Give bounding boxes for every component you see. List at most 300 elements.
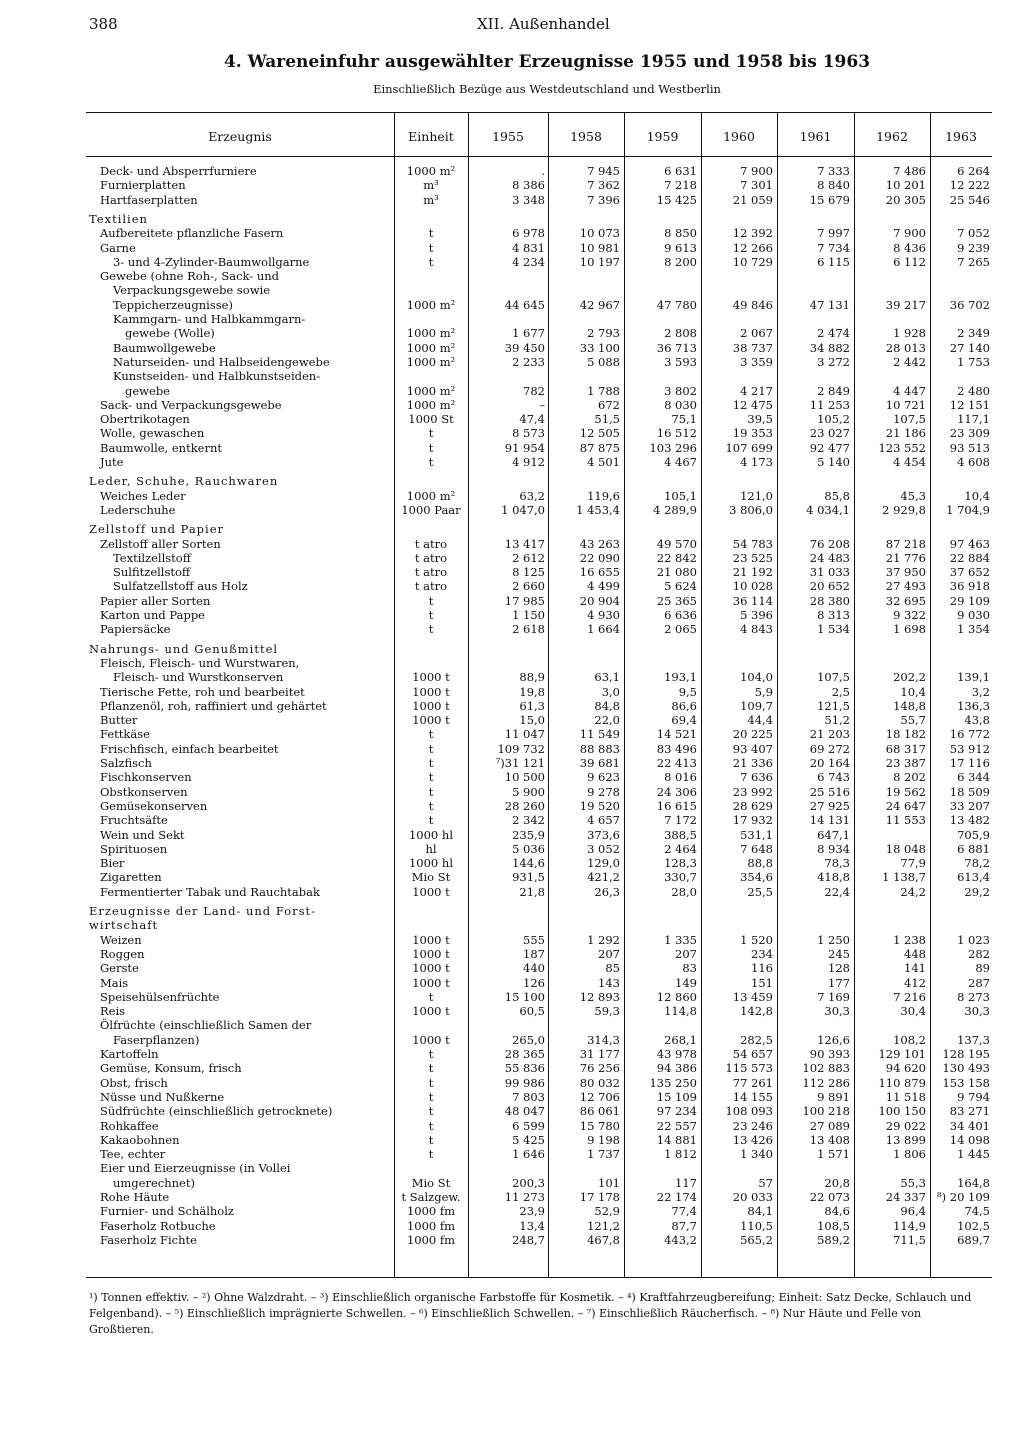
row-unit: 1000 t bbox=[412, 713, 450, 728]
row-value: 107,5 bbox=[893, 412, 926, 427]
row-value: 126 bbox=[523, 975, 545, 990]
row-value: 1 047,0 bbox=[501, 502, 545, 517]
header-bottom-rule bbox=[86, 156, 992, 157]
row-value: 137,3 bbox=[957, 1032, 990, 1047]
row-value: 555 bbox=[523, 932, 545, 947]
row-value: 16 512 bbox=[656, 426, 697, 441]
row-value: 13,4 bbox=[519, 1218, 545, 1233]
row-value: 43 978 bbox=[656, 1047, 697, 1061]
row-value: 88,8 bbox=[747, 856, 773, 871]
row-value: 2 480 bbox=[957, 383, 990, 398]
row-value: 52,9 bbox=[594, 1204, 620, 1219]
row-value: 7 997 bbox=[817, 226, 850, 241]
row-value: 80 032 bbox=[579, 1075, 620, 1090]
row-value: 2 929,8 bbox=[882, 502, 926, 517]
row-label: gewebe bbox=[125, 383, 170, 398]
row-label: Faserholz Fichte bbox=[100, 1232, 197, 1247]
row-value: 74,5 bbox=[964, 1204, 990, 1219]
row-value: 13 417 bbox=[504, 536, 545, 551]
row-value: 28 013 bbox=[885, 340, 926, 355]
row-value: 77,9 bbox=[900, 856, 926, 871]
section-heading: Textilien bbox=[89, 211, 148, 226]
row-value: 1 677 bbox=[512, 326, 545, 341]
row-value: 77 261 bbox=[732, 1075, 773, 1090]
row-value: 6 881 bbox=[957, 841, 990, 856]
row-value: 88 883 bbox=[579, 741, 620, 756]
row-value: 108,5 bbox=[817, 1218, 850, 1233]
row-value: 200,3 bbox=[512, 1175, 545, 1190]
row-value: 164,8 bbox=[957, 1175, 990, 1190]
row-value: 15 109 bbox=[656, 1089, 697, 1104]
row-value: 5 425 bbox=[512, 1132, 545, 1147]
row-unit: 1000 m² bbox=[406, 383, 456, 398]
row-value: 20 305 bbox=[885, 192, 926, 207]
row-value: 77,4 bbox=[671, 1204, 697, 1219]
row-unit: t bbox=[428, 1061, 434, 1076]
row-label: Fettkäse bbox=[100, 727, 150, 742]
row-value: 24 483 bbox=[809, 550, 850, 565]
row-label: Gewebe (ohne Roh-, Sack- und bbox=[100, 269, 279, 284]
row-value: 4 501 bbox=[587, 455, 620, 469]
row-value: 55,3 bbox=[900, 1175, 926, 1190]
row-value: 36 918 bbox=[949, 579, 990, 594]
row-value: 1 812 bbox=[664, 1147, 697, 1162]
row-value: 93 513 bbox=[949, 440, 990, 455]
row-unit: Mio St bbox=[411, 1175, 451, 1190]
row-value: 14 155 bbox=[732, 1089, 773, 1104]
row-unit: 1000 fm bbox=[406, 1204, 456, 1219]
row-value: 8 934 bbox=[817, 841, 850, 856]
row-value: 36 702 bbox=[949, 297, 990, 312]
row-value: 1 806 bbox=[893, 1147, 926, 1162]
row-value: 36 114 bbox=[732, 593, 773, 608]
row-value: 1 292 bbox=[587, 932, 620, 947]
row-label: umgerechnet) bbox=[113, 1175, 195, 1190]
row-unit: t bbox=[428, 784, 434, 799]
row-value: 4 831 bbox=[512, 240, 545, 255]
row-value: 11 553 bbox=[885, 813, 926, 828]
row-value: 47 131 bbox=[809, 297, 850, 312]
row-value: 33 100 bbox=[579, 340, 620, 355]
row-value: 931,5 bbox=[512, 870, 545, 885]
row-value: 87 875 bbox=[579, 440, 620, 455]
row-value: 6 631 bbox=[664, 164, 697, 178]
row-value: 13 408 bbox=[809, 1132, 850, 1147]
row-value: 130 493 bbox=[942, 1061, 990, 1076]
row-value: 47 780 bbox=[656, 297, 697, 312]
row-value: 8 125 bbox=[512, 565, 545, 580]
row-label: Salzfisch bbox=[100, 756, 152, 770]
row-unit: t atro bbox=[414, 579, 448, 594]
row-value: 129,0 bbox=[587, 856, 620, 871]
row-value: 16 772 bbox=[949, 727, 990, 742]
table-subtitle: Einschließlich Bezüge aus Westdeutschland und Westberlin bbox=[373, 82, 721, 96]
row-unit: 1000 m² bbox=[406, 397, 456, 412]
row-value: 7 636 bbox=[740, 770, 773, 785]
row-value: 12 151 bbox=[949, 397, 990, 412]
row-value: 10,4 bbox=[900, 684, 926, 699]
row-label: Jute bbox=[100, 455, 124, 469]
row-unit: t bbox=[428, 1075, 434, 1090]
row-value: 10 197 bbox=[579, 254, 620, 269]
row-value: 63,2 bbox=[519, 488, 545, 503]
row-value: 7 333 bbox=[817, 164, 850, 178]
row-value: 60,5 bbox=[519, 1004, 545, 1019]
row-value: 110 879 bbox=[878, 1075, 926, 1090]
row-label: Obst, frisch bbox=[100, 1075, 168, 1090]
row-label: Aufbereitete pflanzliche Fasern bbox=[100, 226, 284, 241]
row-unit: t bbox=[428, 1047, 434, 1061]
row-value: 12 860 bbox=[656, 989, 697, 1004]
row-value: 29,2 bbox=[964, 884, 990, 899]
row-value: 1 571 bbox=[817, 1147, 850, 1162]
row-value: 3 348 bbox=[512, 192, 545, 207]
row-value: 85,8 bbox=[824, 488, 850, 503]
row-value: 10,4 bbox=[964, 488, 990, 503]
row-unit: 1000 Paar bbox=[401, 502, 461, 517]
row-value: 39 217 bbox=[885, 297, 926, 312]
row-value: 107 699 bbox=[725, 440, 773, 455]
row-value: 34 401 bbox=[949, 1118, 990, 1133]
row-value: 76 208 bbox=[809, 536, 850, 551]
row-value: 782 bbox=[523, 383, 545, 398]
row-value: 97 234 bbox=[656, 1104, 697, 1119]
row-label: Butter bbox=[100, 713, 138, 728]
row-unit: hl bbox=[425, 841, 437, 856]
row-value: 7 396 bbox=[587, 192, 620, 207]
row-value: 1 788 bbox=[587, 383, 620, 398]
row-value: 1 664 bbox=[587, 622, 620, 637]
row-value: 121,0 bbox=[740, 488, 773, 503]
row-value: 23 309 bbox=[949, 426, 990, 441]
row-label: Tee, echter bbox=[100, 1147, 166, 1162]
row-value: 2 618 bbox=[512, 622, 545, 637]
row-value: 20 164 bbox=[809, 756, 850, 770]
row-value: 92 477 bbox=[809, 440, 850, 455]
row-unit: 1000 t bbox=[412, 961, 450, 976]
table-header bbox=[86, 121, 992, 152]
row-value: 63,1 bbox=[594, 670, 620, 685]
row-value: 29 022 bbox=[885, 1118, 926, 1133]
row-value: 8 436 bbox=[893, 240, 926, 255]
row-value: 6 978 bbox=[512, 226, 545, 241]
row-label: Textilzellstoff bbox=[113, 550, 191, 565]
row-value: 28 365 bbox=[504, 1047, 545, 1061]
row-unit: 1000 t bbox=[412, 698, 450, 713]
row-unit: 1000 m² bbox=[406, 297, 456, 312]
row-value: 20 225 bbox=[732, 727, 773, 742]
row-value: 14 098 bbox=[949, 1132, 990, 1147]
header-year: 1959 bbox=[646, 129, 679, 144]
row-value: 31 033 bbox=[809, 565, 850, 580]
row-value: 354,6 bbox=[740, 870, 773, 885]
row-value: 20,8 bbox=[824, 1175, 850, 1190]
row-value: 32 695 bbox=[885, 593, 926, 608]
row-unit: t bbox=[428, 254, 434, 269]
row-value: 128 195 bbox=[942, 1047, 990, 1061]
row-value: 36 713 bbox=[656, 340, 697, 355]
row-value: 23,9 bbox=[519, 1204, 545, 1219]
row-value: 2 808 bbox=[664, 326, 697, 341]
row-value: 2 849 bbox=[817, 383, 850, 398]
row-value: 5 088 bbox=[587, 354, 620, 369]
row-value: 28 260 bbox=[504, 798, 545, 813]
row-value: 2 793 bbox=[587, 326, 620, 341]
row-value: 1 150 bbox=[512, 608, 545, 622]
row-value: 86 061 bbox=[579, 1104, 620, 1119]
row-value: 114,9 bbox=[893, 1218, 926, 1233]
row-value: 9 891 bbox=[817, 1089, 850, 1104]
row-value: 21 186 bbox=[885, 426, 926, 441]
row-value: 87,7 bbox=[671, 1218, 697, 1233]
row-value: 123 552 bbox=[878, 440, 926, 455]
row-value: 18 048 bbox=[885, 841, 926, 856]
row-label: Papiersäcke bbox=[100, 622, 171, 637]
row-value: 44,4 bbox=[747, 713, 773, 728]
row-unit: t bbox=[428, 1118, 434, 1133]
row-value: 373,6 bbox=[587, 827, 620, 842]
row-value: 4 173 bbox=[740, 455, 773, 469]
row-value: 388,5 bbox=[664, 827, 697, 842]
row-value: 13 426 bbox=[732, 1132, 773, 1147]
row-unit: t atro bbox=[414, 536, 448, 551]
table-bottom-rule bbox=[86, 1277, 992, 1278]
row-unit: t bbox=[428, 989, 434, 1004]
row-value: 11 273 bbox=[504, 1190, 545, 1204]
row-value: 148,8 bbox=[893, 698, 926, 713]
row-value: 102,5 bbox=[957, 1218, 990, 1233]
row-unit: 1000 fm bbox=[406, 1218, 456, 1233]
row-value: 112 286 bbox=[802, 1075, 850, 1090]
row-value: 418,8 bbox=[817, 870, 850, 885]
row-value: 83 271 bbox=[949, 1104, 990, 1119]
row-value: 5 140 bbox=[817, 455, 850, 469]
row-value: 23 387 bbox=[885, 756, 926, 770]
row-value: 10 721 bbox=[885, 397, 926, 412]
row-value: 7 486 bbox=[893, 164, 926, 178]
row-value: 24 647 bbox=[885, 798, 926, 813]
row-label: Gerste bbox=[100, 961, 139, 976]
row-value: 4 467 bbox=[664, 455, 697, 469]
row-value: 15 425 bbox=[656, 192, 697, 207]
row-value: 21 192 bbox=[732, 565, 773, 580]
row-value: 412 bbox=[904, 975, 926, 990]
row-label: Tierische Fette, roh und bearbeitet bbox=[100, 684, 305, 699]
row-unit: t bbox=[428, 1104, 434, 1119]
row-value: 114,8 bbox=[664, 1004, 697, 1019]
header-year: 1962 bbox=[876, 129, 908, 144]
row-label: Furnierplatten bbox=[100, 178, 186, 193]
row-value: 7 052 bbox=[957, 226, 990, 241]
row-value: 142,8 bbox=[740, 1004, 773, 1019]
row-unit: 1000 t bbox=[412, 670, 450, 685]
row-label: Naturseiden- und Halbseidengewebe bbox=[113, 354, 330, 369]
row-value: 103 296 bbox=[649, 440, 697, 455]
row-value: 109 732 bbox=[497, 741, 545, 756]
row-label: Teppicherzeugnisse) bbox=[113, 297, 233, 312]
row-value: 23 027 bbox=[809, 426, 850, 441]
row-value: 672 bbox=[598, 397, 620, 412]
row-value: 87 218 bbox=[885, 536, 926, 551]
row-value: 11 253 bbox=[809, 397, 850, 412]
row-value: 14 521 bbox=[656, 727, 697, 742]
row-value: 9 030 bbox=[957, 608, 990, 622]
row-value: 9 239 bbox=[957, 240, 990, 255]
row-value: 647,1 bbox=[817, 827, 850, 842]
row-unit: t bbox=[428, 440, 434, 455]
row-label: Zigaretten bbox=[100, 870, 162, 885]
row-value: 16 655 bbox=[579, 565, 620, 580]
row-value: 17 116 bbox=[949, 756, 990, 770]
row-label: Kammgarn- und Halbkammgarn- bbox=[113, 312, 306, 326]
row-value: 4 930 bbox=[587, 608, 620, 622]
section-heading: Leder, Schuhe, Rauchwaren bbox=[89, 474, 279, 489]
section-heading: wirtschaft bbox=[89, 918, 159, 933]
row-value: 265,0 bbox=[512, 1032, 545, 1047]
row-value: 711,5 bbox=[893, 1232, 926, 1247]
row-value: 126,6 bbox=[817, 1032, 850, 1047]
row-value: 7 362 bbox=[587, 178, 620, 193]
header-year: 1955 bbox=[492, 129, 524, 144]
row-value: 193,1 bbox=[664, 670, 697, 685]
row-value: 129 101 bbox=[878, 1047, 926, 1061]
row-value: 115 573 bbox=[725, 1061, 773, 1076]
row-value: 105,2 bbox=[817, 412, 850, 427]
row-value: 8 016 bbox=[664, 770, 697, 785]
table-top-rule bbox=[86, 112, 992, 113]
row-value: 207 bbox=[675, 946, 697, 961]
row-label: Ölfrüchte (einschließlich Samen der bbox=[100, 1018, 312, 1033]
row-value: 30,3 bbox=[964, 1004, 990, 1019]
row-value: 1 698 bbox=[893, 622, 926, 637]
row-value: 107,5 bbox=[817, 670, 850, 685]
row-value: 1 340 bbox=[740, 1147, 773, 1162]
row-value: 27 089 bbox=[809, 1118, 850, 1133]
header-year: 1960 bbox=[723, 129, 755, 144]
row-value: 29 109 bbox=[949, 593, 990, 608]
row-value: 8 273 bbox=[957, 989, 990, 1004]
row-value: 69 272 bbox=[809, 741, 850, 756]
row-value: 54 783 bbox=[732, 536, 773, 551]
row-value: 443,2 bbox=[664, 1232, 697, 1247]
row-value: 7 169 bbox=[817, 989, 850, 1004]
row-value: 8 313 bbox=[817, 608, 850, 622]
row-value: 1 354 bbox=[957, 622, 990, 637]
row-value: 6 264 bbox=[957, 164, 990, 178]
row-unit: 1000 m² bbox=[406, 326, 456, 341]
row-unit: 1000 t bbox=[412, 932, 450, 947]
row-value: 689,7 bbox=[957, 1232, 990, 1247]
row-value: 19 562 bbox=[885, 784, 926, 799]
row-value: 23 992 bbox=[732, 784, 773, 799]
row-value: 1 138,7 bbox=[882, 870, 926, 885]
row-label: Fleisch- und Wurstkonserven bbox=[113, 670, 284, 685]
row-value: 10 073 bbox=[579, 226, 620, 241]
row-value: 2 660 bbox=[512, 579, 545, 594]
row-value: 20 033 bbox=[732, 1190, 773, 1204]
row-value: 2 233 bbox=[512, 354, 545, 369]
row-value: 27 925 bbox=[809, 798, 850, 813]
row-value: 15,0 bbox=[519, 713, 545, 728]
row-value: 104,0 bbox=[740, 670, 773, 685]
row-value: 78,3 bbox=[824, 856, 850, 871]
row-value: 14 131 bbox=[809, 813, 850, 828]
row-value: 10 201 bbox=[885, 178, 926, 193]
row-unit: t bbox=[428, 727, 434, 742]
row-value: 97 463 bbox=[949, 536, 990, 551]
row-value: 11 549 bbox=[579, 727, 620, 742]
row-unit: 1000 t bbox=[412, 1032, 450, 1047]
row-unit: 1000 m² bbox=[406, 488, 456, 503]
row-unit: 1000 t bbox=[412, 975, 450, 990]
row-value: 7 734 bbox=[817, 240, 850, 255]
row-label: Sack- und Verpackungsgewebe bbox=[100, 397, 282, 412]
row-value: 1 238 bbox=[893, 932, 926, 947]
row-value: 8 202 bbox=[893, 770, 926, 785]
row-value: 282 bbox=[968, 946, 990, 961]
row-value: 14 881 bbox=[656, 1132, 697, 1147]
row-label: Sulfitzellstoff bbox=[113, 565, 191, 580]
row-label: Wolle, gewaschen bbox=[100, 426, 205, 441]
row-value: 117,1 bbox=[957, 412, 990, 427]
row-unit: 1000 hl bbox=[408, 856, 453, 871]
row-value: 21 776 bbox=[885, 550, 926, 565]
row-label: 3- und 4-Zylinder-Baumwollgarne bbox=[113, 254, 310, 269]
header-product: Erzeugnis bbox=[208, 129, 272, 144]
row-value: 49 846 bbox=[732, 297, 773, 312]
row-value: 22 090 bbox=[579, 550, 620, 565]
row-value: 21,8 bbox=[519, 884, 545, 899]
row-label: Eier und Eierzeugnisse (in Vollei bbox=[100, 1161, 291, 1176]
row-unit: t Salzgew. bbox=[401, 1190, 461, 1204]
row-value: 68 317 bbox=[885, 741, 926, 756]
row-value: 12 706 bbox=[579, 1089, 620, 1104]
row-value: 39 450 bbox=[504, 340, 545, 355]
row-label: Wein und Sekt bbox=[100, 827, 185, 842]
row-value: 108 093 bbox=[725, 1104, 773, 1119]
row-label: gewebe (Wolle) bbox=[125, 326, 215, 341]
row-value: 3,0 bbox=[601, 684, 620, 699]
row-value: 8 850 bbox=[664, 226, 697, 241]
row-value: 1 250 bbox=[817, 932, 850, 947]
row-value: 9 322 bbox=[893, 608, 926, 622]
row-value: 11 518 bbox=[885, 1089, 926, 1104]
row-value: 12 893 bbox=[579, 989, 620, 1004]
row-label: Weiches Leder bbox=[100, 488, 186, 503]
row-label: Nüsse und Nußkerne bbox=[100, 1089, 225, 1104]
row-value: 5 396 bbox=[740, 608, 773, 622]
row-value: 248,7 bbox=[512, 1232, 545, 1247]
row-value: 128,3 bbox=[664, 856, 697, 871]
row-unit: m³ bbox=[423, 192, 439, 207]
row-value: 89 bbox=[975, 961, 990, 976]
row-value: 9 278 bbox=[587, 784, 620, 799]
row-value: 100 150 bbox=[878, 1104, 926, 1119]
row-value: 4 608 bbox=[957, 455, 990, 469]
row-value: 12 475 bbox=[732, 397, 773, 412]
row-value: 151 bbox=[751, 975, 773, 990]
row-value: 86,6 bbox=[671, 698, 697, 713]
row-value: 4 289,9 bbox=[653, 502, 697, 517]
row-value: 84,1 bbox=[747, 1204, 773, 1219]
row-value: 2 474 bbox=[817, 326, 850, 341]
row-value: 28 629 bbox=[732, 798, 773, 813]
row-value: 1 534 bbox=[817, 622, 850, 637]
row-value: 6 344 bbox=[957, 770, 990, 785]
row-label: Gemüsekonserven bbox=[100, 798, 208, 813]
row-label: Fischkonserven bbox=[100, 770, 192, 785]
row-value: 23 525 bbox=[732, 550, 773, 565]
